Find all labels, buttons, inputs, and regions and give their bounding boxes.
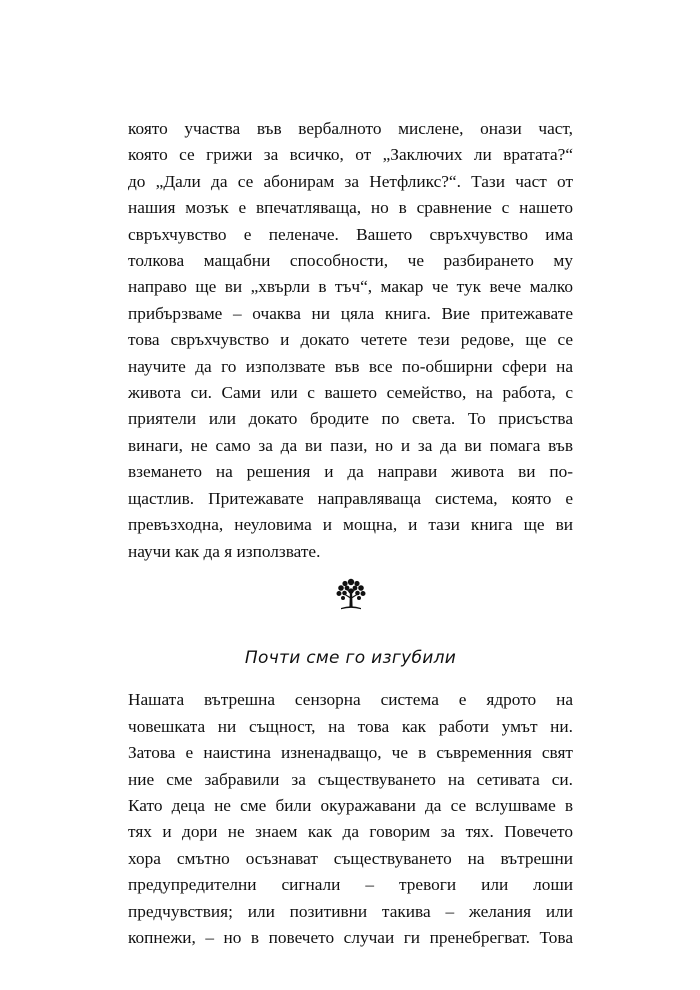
text-line: толкова мащабни способности, че разбирането му (128, 251, 573, 271)
book-page (128, 116, 573, 951)
text-line: живота си. Сами или с вашето семейство, на работа, с (128, 383, 573, 403)
text-line: прибързваме – очаква ни цяла книга. Вие притежавате (128, 303, 573, 323)
text-line: Като деца не сме били окуражавани да се вслушваме в (128, 795, 573, 815)
section-heading: Почти сме го изгубили (244, 647, 457, 668)
text-line: която участва във вербалното мислене, онази част, (128, 119, 573, 138)
text-line: свръхчувство е пеленаче. Вашето свръхчувство има (128, 224, 573, 244)
text-line: нашия мозък е впечатляваща, но в сравнение с нашето (128, 198, 573, 218)
text-line: до „Дали да се абонирам за Нетфликс?“. Тази част от (128, 171, 573, 191)
text-line: това свръхчувство и докато четете тези редове, ще се (128, 330, 573, 350)
paragraph-sensory-system (128, 687, 573, 951)
text-line: винаги, не само за да ви пази, но и за да ви помага във (128, 435, 573, 455)
text-line: предупредителни сигнали – тревоги или лоши (128, 875, 573, 895)
text-line: хора смътно осъзнават съществуването на вътрешни (128, 848, 573, 868)
text-line: човешката ни същност, на това как работи умът ни. (128, 716, 573, 736)
text-line: щастлив. Притежавате направляваща система, която е (128, 488, 573, 508)
text-line: приятели или докато бродите по света. То присъства (128, 409, 573, 429)
tree-icon (334, 577, 368, 613)
text-line: Затова е наистина изненадващо, че в съвременния свят (128, 743, 573, 763)
text-line: Нашата вътрешна сензорна система е ядрото на (128, 690, 573, 710)
text-line: вземането на решения и да направи живота ви по- (128, 462, 573, 482)
paragraph-intro (128, 116, 573, 565)
text-line: предчувствия; или позитивни такива – желания или (128, 901, 573, 921)
text-line: тях и дори не знаем как да говорим за тях. Повечето (128, 822, 573, 842)
text-line: научите да го използвате във все по-обширни сфери на (128, 356, 573, 376)
text-line: ние сме забравили за съществуването на сетивата си. (128, 769, 573, 789)
text-line: копнежи, – но в повечето случаи ги пренебрегват. Това (128, 927, 573, 947)
section-ornament (128, 577, 573, 615)
text-line: която се грижи за всичко, от „Заключих ли вратата?“ (128, 145, 573, 165)
text-line: превъзходна, неуловима и мощна, и тази книга ще ви (128, 515, 573, 535)
text-line: направо ще ви „хвърли в тъч“, макар че тук вече малко (128, 277, 573, 297)
text-line: научи как да я използвате. (128, 541, 321, 561)
